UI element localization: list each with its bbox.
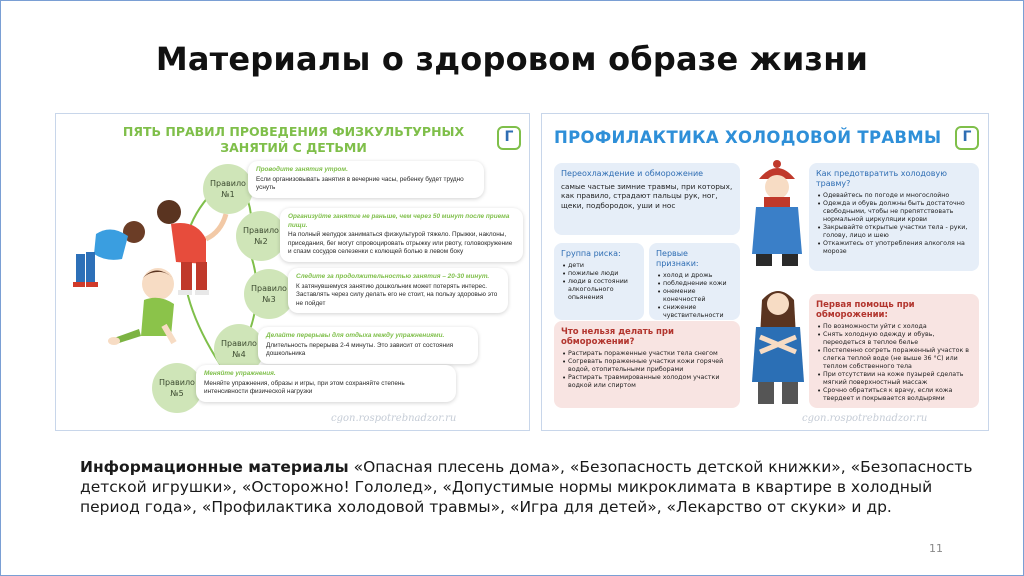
kid-bending-figure <box>73 221 145 287</box>
page-number: 11 <box>929 542 943 555</box>
rule-badge-1: Правило №1 <box>203 164 253 214</box>
rule-card-5: Меняйте упражнения. Меняйте упражнения, образы и игры, при этом сохраняйте степень интенсивности физической нагрузки <box>196 365 456 402</box>
box-first-aid: Первая помощь при обморожении: • По возможности уйти с холода • Снять холодную одежду и обувь, переодеться в теплое белье • Постепенно согреть пораженный участок в слегка теплой воде (не выше 36 °C) или теплом собственного тела • При отсутствии на коже пузырей сделать мягкий поверхностный массаж • Срочно обратиться к врачу, если кожа твердеет и покрывается волдырями <box>809 294 979 408</box>
rule-card-2: Организуйте занятие не раньше, чем через 50 минут после приема пищи. На полный желудок заниматься физкультурой тяжело. Прыжки, наклоны, приседания, бег могут спровоцировать отрыжку или рвоту, головокружение и спазм сосудов селезенки с колющей болью в левом боку <box>280 208 523 262</box>
winter-woman-illustration <box>742 159 812 269</box>
materials-caption <box>80 457 980 517</box>
poster-watermark: cgon.rospotrebnadzor.ru <box>331 413 457 424</box>
rospotrebnadzor-logo: Г <box>955 126 979 150</box>
poster-watermark: cgon.rospotrebnadzor.ru <box>802 413 928 424</box>
box-dont-do: Что нельзя делать при обморожении? • Растирать пораженные участки тела снегом • Согревать пораженные участки кожи горячей водой, отопительными приборами • Растирать травмированные холодом участки водкой или спиртом <box>554 321 740 408</box>
box-first-signs: Первые признаки: • холод и дрожь • побледнение кожи • онемение конечностей • снижение чувствительности <box>649 243 740 320</box>
poster-exercise-rules <box>55 113 530 431</box>
poster-title: ПРОФИЛАКТИКА ХОЛОДОВОЙ ТРАВМЫ <box>554 128 942 147</box>
poster-cold-injury <box>541 113 989 431</box>
rule-badge-2: Правило №2 <box>236 211 286 261</box>
rule-card-4: Делайте перерывы для отдыха между упражнениями. Длительность перерыва 2-4 минуты. Это зависит от состояния дошкольника <box>258 327 478 364</box>
poster-title: ПЯТЬ ПРАВИЛ ПРОВЕДЕНИЯ ФИЗКУЛЬТУРНЫХ ЗАНЯТИЙ С ДЕТЬМИ <box>122 124 465 155</box>
box-prevention: Как предотвратить холодовую травму? • Одевайтесь по погоде и многослойно • Одежда и обувь должны быть достаточно свободными, чтобы не препятствовать нормальной циркуляции крови • Закрывайте открытые участки тела - руки, голову, лицо и шею • Откажитесь от употребления алкоголя на морозе <box>809 163 979 271</box>
caption-text: «Опасная плесень дома», «Безопасность детской книжки», «Безопасность детской игрушки», «Осторожно! Гололед», «Допустимые нормы микроклимата в квартире в холодный период года», «Профилактика холодовой травмы», «Игра для детей», «Лекарство от скуки» и др. <box>80 458 973 516</box>
box-overcooling: Переохлаждение и обморожение самые частые зимние травмы, при которых, как правило, страдают пальцы рук, ног, щеки, подбородок, уши и нос <box>554 163 740 235</box>
rule-badge-5: Правило №5 <box>152 363 202 413</box>
kid-sitting-figure <box>108 268 177 345</box>
caption-bold: Информационные материалы <box>80 458 349 476</box>
rospotrebnadzor-logo: Г <box>497 126 521 150</box>
slide-title: Материалы о здоровом образе жизни <box>155 40 869 78</box>
freezing-woman-illustration <box>748 282 808 407</box>
rule-card-1: Проводите занятия утром. Если организовывать занятия в вечерние часы, ребенку будет трудно уснуть <box>248 161 484 198</box>
rule-badge-4: Правило №4 <box>214 324 264 374</box>
box-risk-group: Группа риска: • дети • пожилые люди • люди в состоянии алкогольного опьянения <box>554 243 644 320</box>
rule-card-3: Следите за продолжительностью занятия – 20-30 минут. К затянувшемуся занятию дошкольник может потерять интерес. Заставлять через силу делать его не стоит, на пользу здоровью это не пойдет <box>288 268 508 313</box>
rule-badge-3: Правило №3 <box>244 269 294 319</box>
